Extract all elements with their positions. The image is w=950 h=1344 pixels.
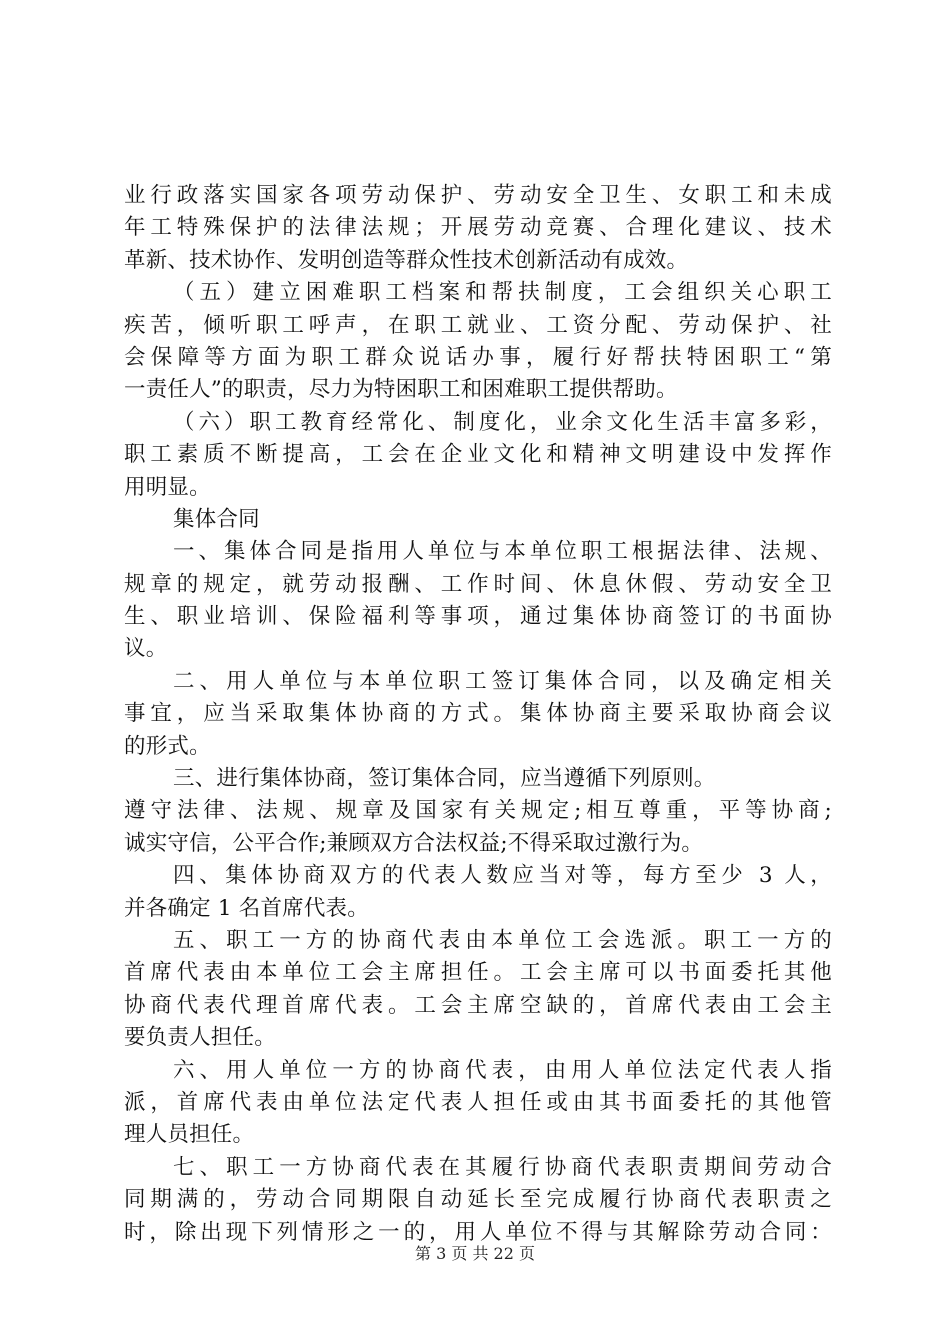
paragraph-five-start: （五）建立困难职工档案和帮扶制度，工会组织关心职工 [173,280,832,306]
text-line: 规章的规定，就劳动报酬、工作时间、休息休假、劳动安全卫 [124,571,832,597]
text-line: 首席代表由本单位工会主席担任。工会主席可以书面委托其他 [124,960,832,986]
text-line: 议。 [124,636,168,662]
paragraph-six-start: （六）职工教育经常化、制度化，业余文化生活丰富多彩， [173,409,832,435]
clause-six-start: 六、用人单位一方的协商代表，由用人单位法定代表人指 [173,1057,832,1083]
document-body [124,180,832,1249]
clause-five-start: 五、职工一方的协商代表由本单位工会选派。职工一方的 [173,927,832,953]
text-line: 理人员担任。 [124,1122,255,1148]
clause-three-start: 三、进行集体协商，签订集体合同，应当遵循下列原则。 [173,766,716,792]
text-line: 会保障等方面为职工群众说话办事，履行好帮扶特困职工“第 [124,344,832,370]
text-line: 时，除出现下列情形之一的，用人单位不得与其解除劳动合同： [124,1219,832,1245]
text-line: 的形式。 [124,733,211,759]
clause-four-start: 四、集体协商双方的代表人数应当对等，每方至少 3 人， [173,863,832,889]
text-line: 职工素质不断提高，工会在企业文化和精神文明建设中发挥作 [124,442,832,468]
text-line: 派，首席代表由单位法定代表人担任或由其书面委托的其他管 [124,1089,832,1115]
text-line: 遵守法律、法规、规章及国家有关规定;相互尊重，平等协商; [124,798,832,824]
page-number-footer: 第 3 页 共 22 页 [415,1244,535,1263]
text-line: 要负责人担任。 [124,1025,276,1051]
text-line: 生、职业培训、保险福利等事项，通过集体协商签订的书面协 [124,604,832,630]
section-heading: 集体合同 [173,506,260,532]
text-line: 疾苦，倾听职工呼声，在职工就业、工资分配、劳动保护、社 [124,312,832,338]
text-line: 同期满的，劳动合同期限自动延长至完成履行协商代表职责之 [124,1187,832,1213]
text-line: 协商代表代理首席代表。工会主席空缺的，首席代表由工会主 [124,992,832,1018]
clause-seven-start: 七、职工一方协商代表在其履行协商代表职责期间劳动合 [173,1154,832,1180]
text-line: 用明显。 [124,474,211,500]
text-line: 诚实守信，公平合作;兼顾双方合法权益;不得采取过激行为。 [124,830,704,856]
text-line: 并各确定 1 名首席代表。 [124,895,369,921]
text-line: 事宜，应当采取集体协商的方式。集体协商主要采取协商会议 [124,701,832,727]
text-line: 年工特殊保护的法律法规；开展劳动竞赛、合理化建议、技术 [124,215,832,241]
clause-one-start: 一、集体合同是指用人单位与本单位职工根据法律、法规、 [173,539,832,565]
text-line: 业行政落实国家各项劳动保护、劳动安全卫生、女职工和未成 [124,183,832,208]
text-line: 一责任人”的职责，尽力为特困职工和困难职工提供帮助。 [124,377,678,403]
clause-two-start: 二、用人单位与本单位职工签订集体合同，以及确定相关 [173,668,832,694]
text-line: 革新、技术协作、发明创造等群众性技术创新活动有成效。 [124,247,689,273]
